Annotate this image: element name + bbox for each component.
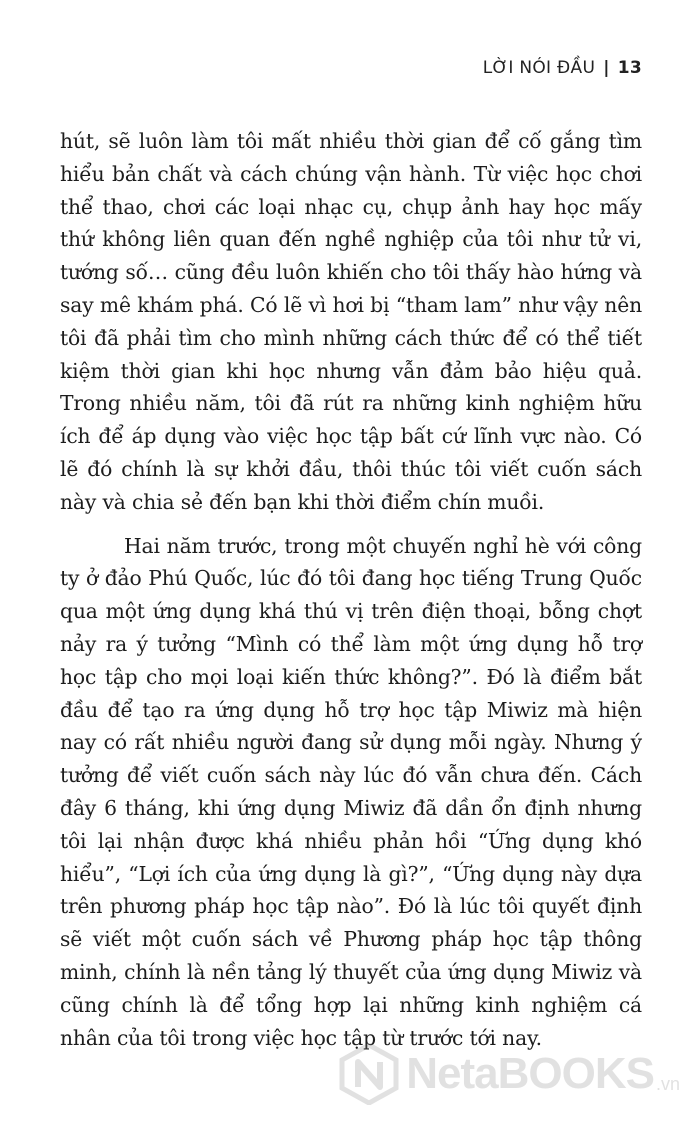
paragraph-2: Hai năm trước, trong một chuyến nghỉ hè với công ty ở đảo Phú Quốc, lúc đó tôi đang học tiếng Trung Quốc qua một ứng dụng khá thú vị trên điện thoại, bỗng chợt nảy ra ý tưởng “Mình có thể làm một ứng dụng hỗ trợ học tập cho mọi loại kiến thức không?”. Đó là điểm bắt đầu để tạo ra ứng dụng hỗ trợ học tập Miwiz mà hiện nay có rất nhiều người đang sử dụng mỗi ngày. Nhưng ý tưởng để viết cuốn sách này lúc đó vẫn chưa đến. Cách đây 6 tháng, khi ứng dụng Miwiz đã dần ổn định nhưng tôi lại nhận được khá nhiều phản hồi “Ứng dụng khó hiểu”, “Lợi ích của ứng dụng là gì?”, “Ứng dụng này dựa trên phương pháp học tập nào”. Đó là lúc tôi quyết định sẽ viết một cuốn sách về Phương pháp học tập thông minh, chính là nền tảng lý thuyết của ứng dụng Miwiz và cũng chính là để tổng hợp lại những kinh nghiệm cá nhân của tôi trong việc học tập từ trước tới nay. — [60, 533, 642, 1050]
netabooks-watermark — [338, 1043, 680, 1105]
body-text — [60, 125, 642, 1054]
chapter-title: LỜI NÓI ĐẦU — [482, 58, 596, 78]
watermark-brand: NetaBOOKS — [406, 1049, 654, 1098]
watermark-tld: .vn — [655, 1074, 680, 1094]
page-number: 13 — [617, 58, 642, 78]
netabooks-logo-icon — [338, 1043, 400, 1105]
paragraph-1: hút, sẽ luôn làm tôi mất nhiều thời gian để cố gắng tìm hiểu bản chất và cách chúng vận hành. Từ việc học chơi thể thao, chơi các loại nhạc cụ, chụp ảnh hay học mấy thứ không liên quan đến nghề nghiệp của tôi như tử vi, tướng số… cũng đều luôn khiến cho tôi thấy hào hứng và say mê khám phá. Có lẽ vì hơi bị “tham lam” như vậy nên tôi đã phải tìm cho mình những cách thức để có thể tiết kiệm thời gian khi học nhưng vẫn đảm bảo hiệu quả. Trong nhiều năm, tôi đã rút ra những kinh nghiệm hữu ích để áp dụng vào việc học tập bất cứ lĩnh vực nào. Có lẽ đó chính là sự khởi đầu, thôi thúc tôi viết cuốn sách này và chia sẻ đến bạn khi thời điểm chín muồi. — [60, 129, 642, 514]
header-separator: | — [603, 58, 610, 78]
running-header — [483, 58, 642, 78]
